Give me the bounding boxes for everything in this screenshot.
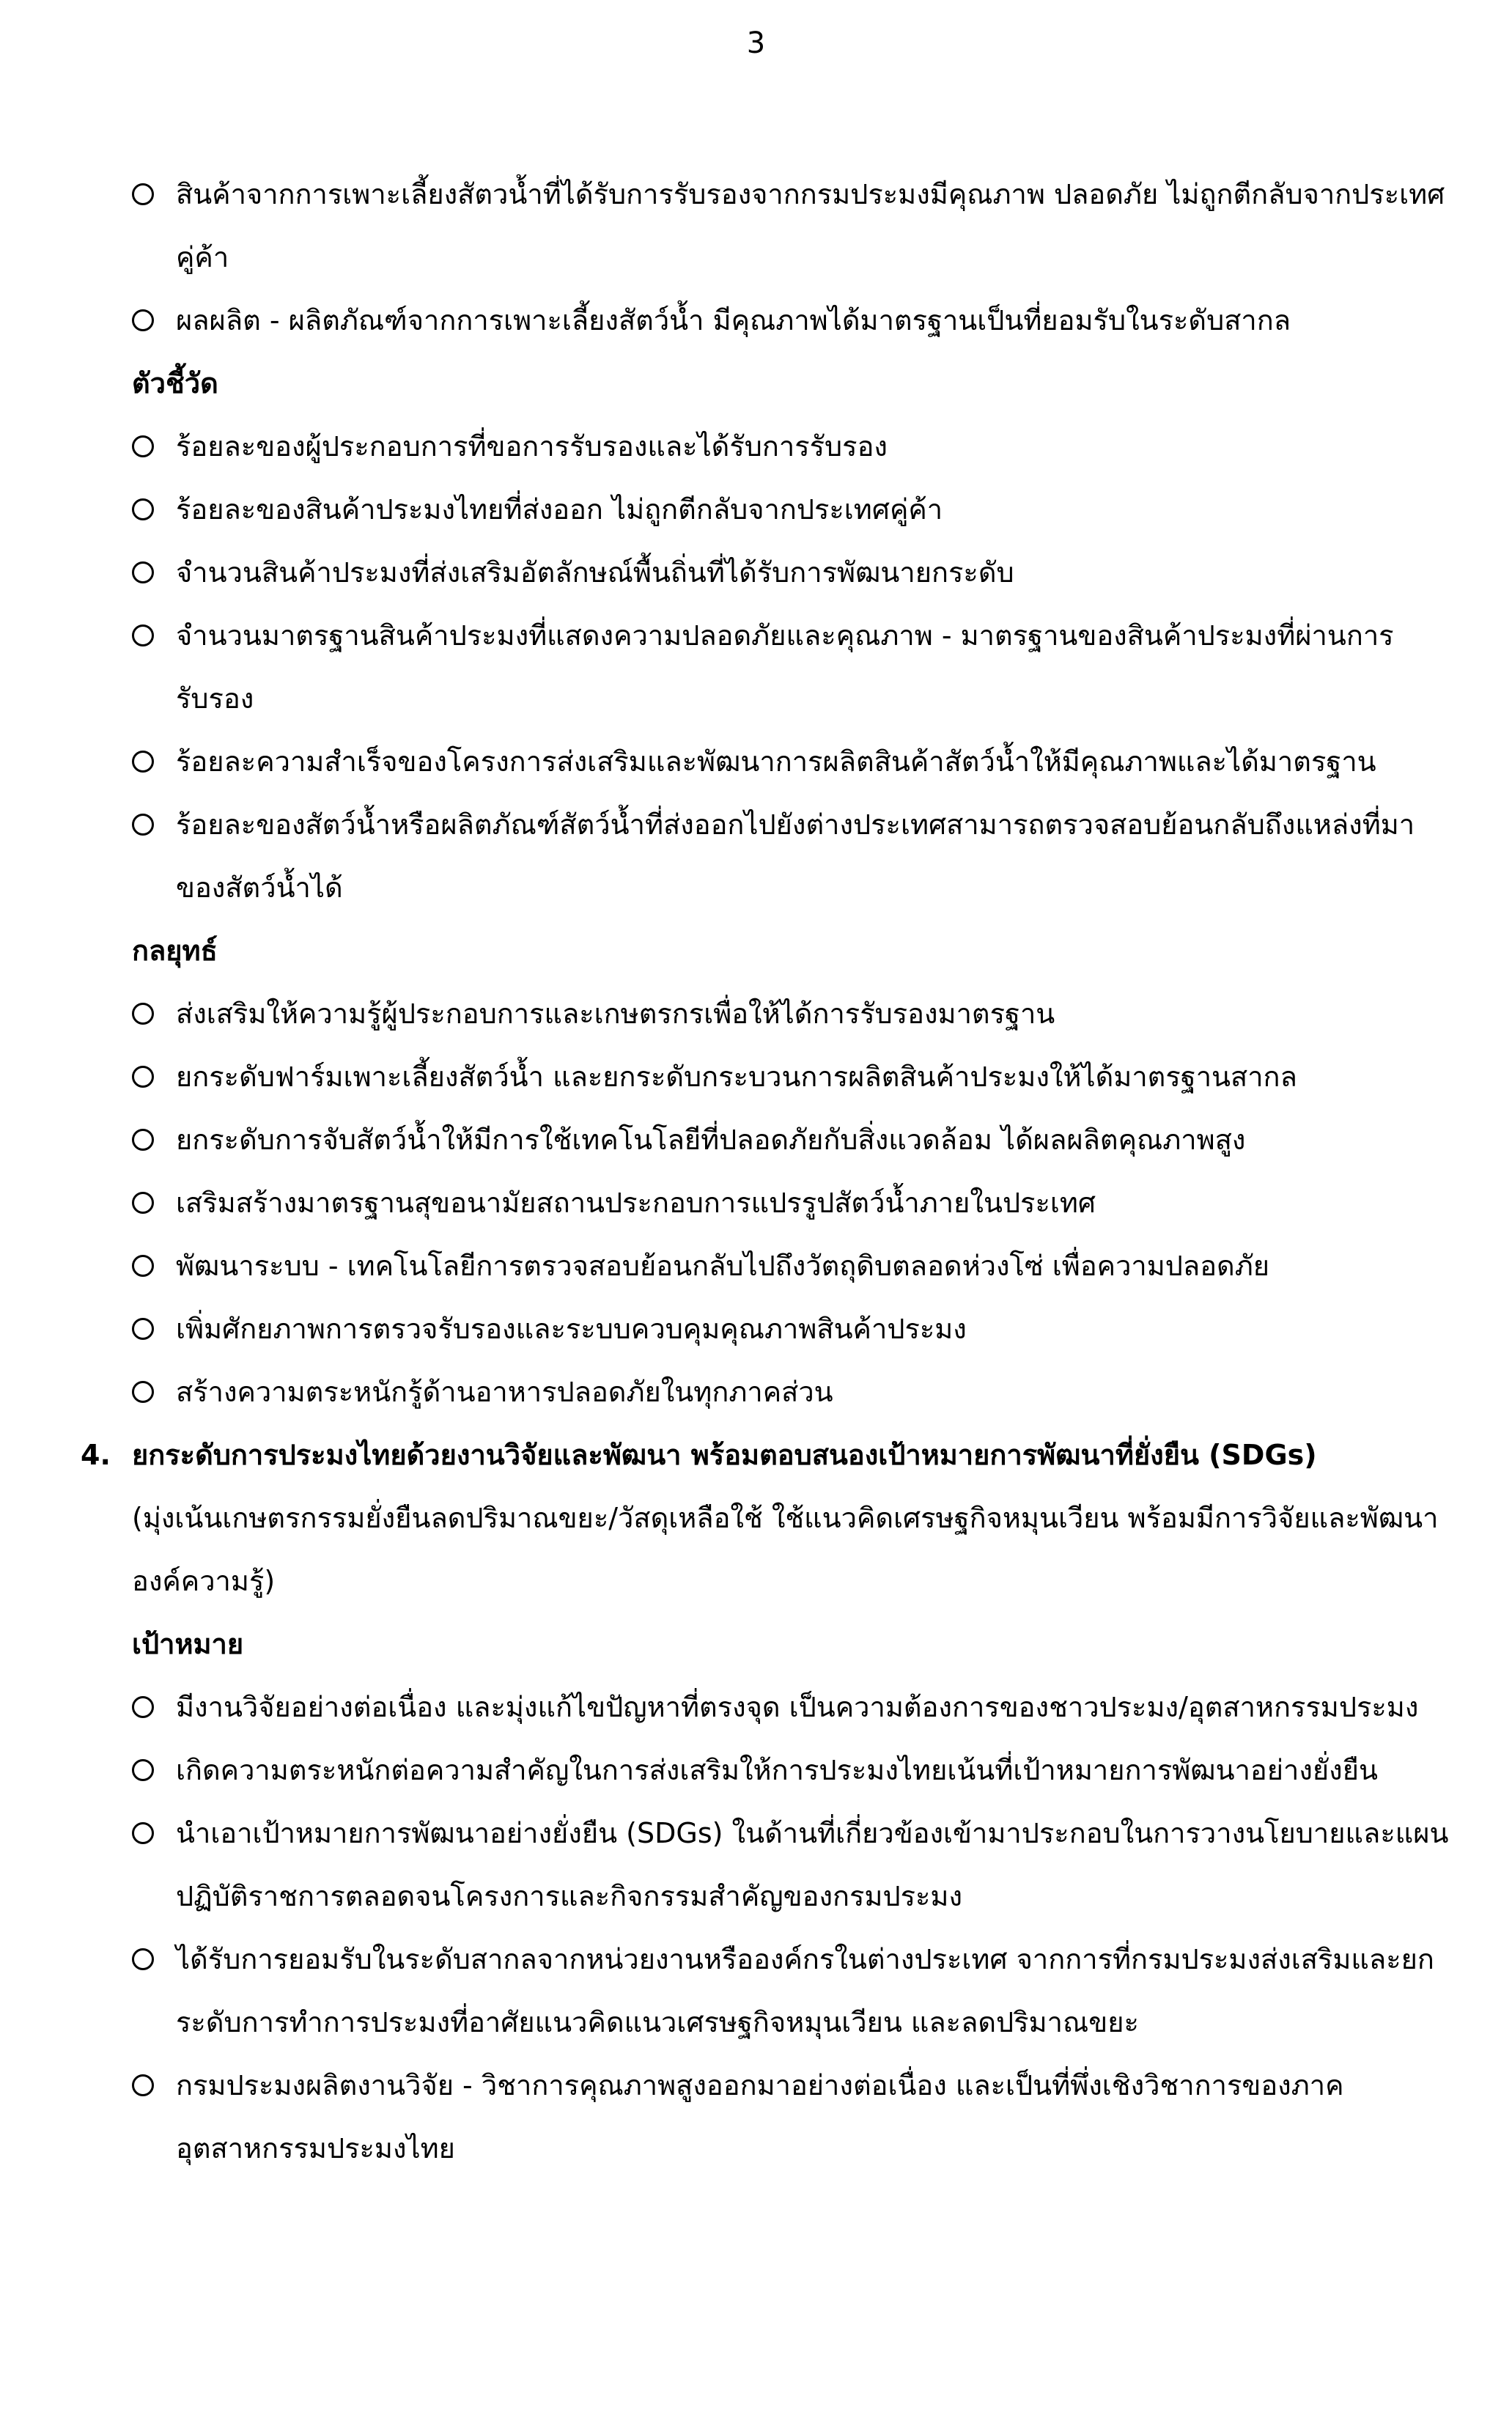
list-item xyxy=(132,793,1451,919)
list-item-text: ส่งเสริมให้ความรู้ผู้ประกอบการและเกษตรกรเพื่อให้ได้การรับรองมาตรฐาน xyxy=(176,998,1055,1030)
circle-bullet-icon xyxy=(132,1192,154,1214)
list-item xyxy=(132,1171,1451,1234)
list-item-text: นำเอาเป้าหมายการพัฒนาอย่างยั่งยืน (SDGs) ในด้านที่เกี่ยวข้องเข้ามาประกอบในการวางนโยบายและแผนปฏิบัติราชการตลอดจนโครงการและกิจกรรมสำคัญของกรมประมง xyxy=(176,1817,1449,1912)
list-item-text: สร้างความตระหนักรู้ด้านอาหารปลอดภัยในทุกภาคส่วน xyxy=(176,1376,833,1408)
list-item-text: จำนวนมาตรฐานสินค้าประมงที่แสดงความปลอดภัยและคุณภาพ - มาตรฐานของสินค้าประมงที่ผ่านการรับรอง xyxy=(176,619,1394,715)
list-item xyxy=(132,1108,1451,1171)
list-item xyxy=(132,1676,1451,1739)
goals-list xyxy=(132,1676,1451,2180)
circle-bullet-icon xyxy=(132,309,154,331)
circle-bullet-icon xyxy=(132,1129,154,1151)
circle-bullet-icon xyxy=(132,751,154,773)
list-item-text: เพิ่มศักยภาพการตรวจรับรองและระบบควบคุมคุณภาพสินค้าประมง xyxy=(176,1313,967,1345)
circle-bullet-icon xyxy=(132,1822,154,1844)
list-item-text: พัฒนาระบบ - เทคโนโลยีการตรวจสอบย้อนกลับไปถึงวัตถุดิบตลอดห่วงโซ่ เพื่อความปลอดภัย xyxy=(176,1250,1270,1282)
list-item xyxy=(132,1045,1451,1108)
circle-bullet-icon xyxy=(132,1066,154,1088)
strategies-heading: กลยุทธ์ xyxy=(132,935,218,967)
list-item xyxy=(132,1234,1451,1297)
list-item xyxy=(132,163,1451,289)
list-item-text: ร้อยละของสินค้าประมงไทยที่ส่งออก ไม่ถูกตีกลับจากประเทศคู่ค้า xyxy=(176,493,943,526)
list-item-text: สินค้าจากการเพาะเลี้ยงสัตวน้ำที่ได้รับการรับรองจากกรมประมงมีคุณภาพ ปลอดภัย ไม่ถูกตีกลับจากประเทศคู่ค้า xyxy=(176,178,1445,273)
circle-bullet-icon xyxy=(132,624,154,646)
list-item xyxy=(132,1739,1451,1802)
list-item-text: ร้อยละความสำเร็จของโครงการส่งเสริมและพัฒนาการผลิตสินค้าสัตว์น้ำให้มีคุณภาพและได้มาตรฐาน xyxy=(176,745,1376,778)
list-item-text: ยกระดับการจับสัตว์น้ำให้มีการใช้เทคโนโลยีที่ปลอดภัยกับสิ่งแวดล้อม ได้ผลผลิตคุณภาพสูง xyxy=(176,1124,1246,1156)
circle-bullet-icon xyxy=(132,814,154,836)
list-item-text: กรมประมงผลิตงานวิจัย - วิชาการคุณภาพสูงออกมาอย่างต่อเนื่อง และเป็นที่พึ่งเชิงวิชาการของภาคอุตสาหกรรมประมงไทย xyxy=(176,2069,1344,2164)
indicators-heading: ตัวชี้วัด xyxy=(132,367,218,399)
circle-bullet-icon xyxy=(132,2074,154,2096)
circle-bullet-icon xyxy=(132,1759,154,1781)
list-item xyxy=(132,982,1451,1045)
section-number: 4. xyxy=(81,1439,111,1471)
list-item-text: ร้อยละของผู้ประกอบการที่ขอการรับรองและได้รับการรับรอง xyxy=(176,430,888,463)
circle-bullet-icon xyxy=(132,1948,154,1970)
circle-bullet-icon xyxy=(132,1003,154,1025)
list-item-text: เกิดความตระหนักต่อความสำคัญในการส่งเสริมให้การประมงไทยเน้นที่เป้าหมายการพัฒนาอย่างยั่งยืน xyxy=(176,1754,1378,1786)
page-number: 3 xyxy=(746,26,766,60)
list-item xyxy=(132,1928,1451,2054)
list-item xyxy=(132,1297,1451,1360)
list-item xyxy=(132,1360,1451,1423)
circle-bullet-icon xyxy=(132,561,154,583)
circle-bullet-icon xyxy=(132,1381,154,1403)
list-item xyxy=(132,541,1451,604)
circle-bullet-icon xyxy=(132,1318,154,1340)
section-description: (มุ่งเน้นเกษตรกรรมยั่งยืนลดปริมาณขยะ/วัสดุเหลือใช้ ใช้แนวคิดเศรษฐกิจหมุนเวียน พร้อมมีการวิจัยและพัฒนาองค์ความรู้) xyxy=(132,1502,1439,1597)
section-title: ยกระดับการประมงไทยด้วยงานวิจัยและพัฒนา พร้อมตอบสนองเป้าหมายการพัฒนาที่ยั่งยืน (SDGs) xyxy=(132,1439,1317,1471)
list-item xyxy=(132,478,1451,541)
list-item xyxy=(132,730,1451,793)
goals-heading: เป้าหมาย xyxy=(132,1628,244,1660)
list-item xyxy=(132,2054,1451,2180)
document-body xyxy=(81,163,1451,2180)
circle-bullet-icon xyxy=(132,1696,154,1718)
outcome-list xyxy=(132,163,1451,352)
list-item-text: ได้รับการยอมรับในระดับสากลจากหน่วยงานหรือองค์กรในต่างประเทศ จากการที่กรมประมงส่งเสริมและยกระดับการทำการประมงที่อาศัยแนวคิดแนวเศรษฐกิจหมุนเวียน และลดปริมาณขยะ xyxy=(176,1943,1434,2038)
strategies-list xyxy=(132,982,1451,1423)
list-item-text: ผลผลิต - ผลิตภัณฑ์จากการเพาะเลี้ยงสัตว์น้ำ มีคุณภาพได้มาตรฐานเป็นที่ยอมรับในระดับสากล xyxy=(176,304,1291,336)
list-item xyxy=(132,415,1451,478)
list-item xyxy=(132,1802,1451,1928)
indicators-list xyxy=(132,415,1451,919)
list-item-text: มีงานวิจัยอย่างต่อเนื่อง และมุ่งแก้ไขปัญหาที่ตรงจุด เป็นความต้องการของชาวประมง/อุตสาหกรรมประมง xyxy=(176,1691,1419,1723)
circle-bullet-icon xyxy=(132,498,154,520)
circle-bullet-icon xyxy=(132,1255,154,1277)
list-item xyxy=(132,604,1451,730)
list-item-text: ยกระดับฟาร์มเพาะเลี้ยงสัตว์น้ำ และยกระดับกระบวนการผลิตสินค้าประมงให้ได้มาตรฐานสากล xyxy=(176,1061,1297,1093)
list-item-text: จำนวนสินค้าประมงที่ส่งเสริมอัตลักษณ์พื้นถิ่นที่ได้รับการพัฒนายกระดับ xyxy=(176,556,1014,589)
circle-bullet-icon xyxy=(132,435,154,457)
list-item xyxy=(132,289,1451,352)
section-4 xyxy=(81,1423,1451,2180)
list-item-text: เสริมสร้างมาตรฐานสุขอนามัยสถานประกอบการแปรรูปสัตว์น้ำภายในประเทศ xyxy=(176,1187,1096,1219)
circle-bullet-icon xyxy=(132,183,154,205)
list-item-text: ร้อยละของสัตว์น้ำหรือผลิตภัณฑ์สัตว์น้ำที่ส่งออกไปยังต่างประเทศสามารถตรวจสอบย้อนกลับถึงแหล่งที่มาของสัตว์น้ำได้ xyxy=(176,808,1415,904)
